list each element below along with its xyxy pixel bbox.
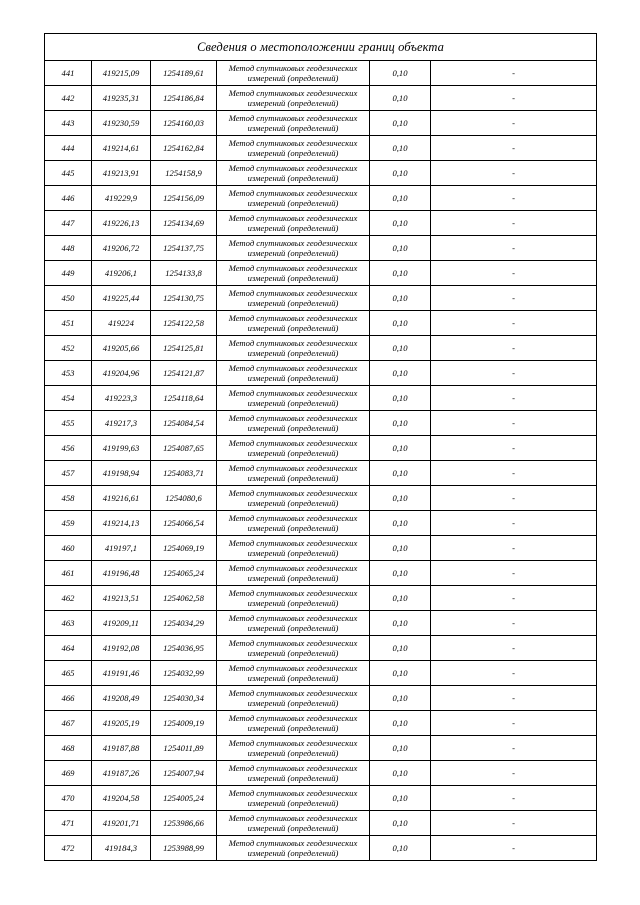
coordinate-x: 419209,11 <box>92 611 151 636</box>
table-row <box>45 186 597 211</box>
table-row <box>45 411 597 436</box>
table-row <box>45 61 597 86</box>
table-row <box>45 236 597 261</box>
accuracy-cell: 0,10 <box>370 61 431 86</box>
point-number: 444 <box>45 136 92 161</box>
coordinate-y: 1254134,69 <box>151 211 217 236</box>
accuracy-cell: 0,10 <box>370 511 431 536</box>
table-row <box>45 86 597 111</box>
point-number: 442 <box>45 86 92 111</box>
table-row <box>45 136 597 161</box>
title-row <box>45 34 597 61</box>
coordinate-y: 1254005,24 <box>151 786 217 811</box>
method-line1: Метод спутниковых геодезических <box>228 137 358 148</box>
method-line1: Метод спутниковых геодезических <box>228 462 358 473</box>
table-row <box>45 486 597 511</box>
method-line1: Метод спутниковых геодезических <box>228 287 358 298</box>
method-line2: измерений (определений) <box>247 648 339 658</box>
method-cell <box>217 786 370 811</box>
accuracy-cell: 0,10 <box>370 286 431 311</box>
point-number: 469 <box>45 761 92 786</box>
accuracy-cell: 0,10 <box>370 786 431 811</box>
method-cell <box>217 236 370 261</box>
accuracy-cell: 0,10 <box>370 236 431 261</box>
method-line2: измерений (определений) <box>247 73 339 83</box>
method-cell <box>217 661 370 686</box>
method-cell <box>217 611 370 636</box>
table-row <box>45 636 597 661</box>
method-line1: Метод спутниковых геодезических <box>228 687 358 698</box>
table-row <box>45 661 597 686</box>
method-cell <box>217 711 370 736</box>
coordinate-x: 419191,46 <box>92 661 151 686</box>
extra-cell: - <box>431 661 597 686</box>
method-line2: измерений (определений) <box>247 298 339 308</box>
method-line1: Метод спутниковых геодезических <box>228 587 358 598</box>
method-cell <box>217 811 370 836</box>
coordinate-x: 419206,1 <box>92 261 151 286</box>
method-cell <box>217 436 370 461</box>
point-number: 451 <box>45 311 92 336</box>
extra-cell: - <box>431 361 597 386</box>
extra-cell: - <box>431 536 597 561</box>
coordinate-y: 1254009,19 <box>151 711 217 736</box>
coordinate-y: 1254133,8 <box>151 261 217 286</box>
method-cell <box>217 336 370 361</box>
table-row <box>45 386 597 411</box>
accuracy-cell: 0,10 <box>370 436 431 461</box>
accuracy-cell: 0,10 <box>370 261 431 286</box>
extra-cell: - <box>431 386 597 411</box>
extra-cell: - <box>431 586 597 611</box>
coordinate-x: 419214,13 <box>92 511 151 536</box>
method-line1: Метод спутниковых геодезических <box>228 662 358 673</box>
method-line2: измерений (определений) <box>247 698 339 708</box>
method-line2: измерений (определений) <box>247 98 339 108</box>
method-cell <box>217 561 370 586</box>
accuracy-cell: 0,10 <box>370 586 431 611</box>
accuracy-cell: 0,10 <box>370 211 431 236</box>
coordinate-y: 1254189,61 <box>151 61 217 86</box>
method-cell <box>217 136 370 161</box>
coordinate-x: 419226,13 <box>92 211 151 236</box>
method-cell <box>217 211 370 236</box>
method-cell <box>217 61 370 86</box>
coordinate-x: 419214,61 <box>92 136 151 161</box>
extra-cell: - <box>431 511 597 536</box>
point-number: 445 <box>45 161 92 186</box>
point-number: 468 <box>45 736 92 761</box>
coordinate-x: 419230,59 <box>92 111 151 136</box>
point-number: 446 <box>45 186 92 211</box>
coordinate-y: 1254084,54 <box>151 411 217 436</box>
table-row <box>45 311 597 336</box>
method-cell <box>217 161 370 186</box>
method-line2: измерений (определений) <box>247 273 339 283</box>
table-body <box>45 34 597 861</box>
coordinate-y: 1254118,64 <box>151 386 217 411</box>
table-row <box>45 811 597 836</box>
extra-cell: - <box>431 736 597 761</box>
method-cell <box>217 311 370 336</box>
accuracy-cell: 0,10 <box>370 461 431 486</box>
method-line2: измерений (определений) <box>247 848 339 858</box>
method-line1: Метод спутниковых геодезических <box>228 787 358 798</box>
method-line2: измерений (определений) <box>247 623 339 633</box>
extra-cell: - <box>431 836 597 861</box>
method-line1: Метод спутниковых геодезических <box>228 387 358 398</box>
boundary-table <box>44 33 597 861</box>
coordinate-x: 419235,31 <box>92 86 151 111</box>
extra-cell: - <box>431 161 597 186</box>
method-line1: Метод спутниковых геодезических <box>228 262 358 273</box>
method-cell <box>217 761 370 786</box>
coordinate-x: 419225,44 <box>92 286 151 311</box>
coordinate-x: 419213,51 <box>92 586 151 611</box>
method-line1: Метод спутниковых геодезических <box>228 812 358 823</box>
point-number: 460 <box>45 536 92 561</box>
coordinate-x: 419199,63 <box>92 436 151 461</box>
method-line2: измерений (определений) <box>247 173 339 183</box>
coordinate-x: 419201,71 <box>92 811 151 836</box>
accuracy-cell: 0,10 <box>370 111 431 136</box>
method-line2: измерений (определений) <box>247 598 339 608</box>
coordinate-x: 419216,61 <box>92 486 151 511</box>
coordinate-y: 1254121,87 <box>151 361 217 386</box>
extra-cell: - <box>431 111 597 136</box>
point-number: 463 <box>45 611 92 636</box>
table-row <box>45 536 597 561</box>
method-line1: Метод спутниковых геодезических <box>228 487 358 498</box>
method-line2: измерений (определений) <box>247 323 339 333</box>
method-line2: измерений (определений) <box>247 423 339 433</box>
method-line2: измерений (определений) <box>247 248 339 258</box>
accuracy-cell: 0,10 <box>370 611 431 636</box>
coordinate-x: 419192,08 <box>92 636 151 661</box>
point-number: 466 <box>45 686 92 711</box>
method-line2: измерений (определений) <box>247 123 339 133</box>
point-number: 458 <box>45 486 92 511</box>
coordinate-x: 419205,19 <box>92 711 151 736</box>
method-cell <box>217 361 370 386</box>
table-row <box>45 736 597 761</box>
coordinate-y: 1254160,03 <box>151 111 217 136</box>
extra-cell: - <box>431 136 597 161</box>
extra-cell: - <box>431 436 597 461</box>
method-cell <box>217 511 370 536</box>
extra-cell: - <box>431 411 597 436</box>
coordinate-y: 1254156,09 <box>151 186 217 211</box>
method-line1: Метод спутниковых геодезических <box>228 237 358 248</box>
method-cell <box>217 486 370 511</box>
extra-cell: - <box>431 711 597 736</box>
method-line2: измерений (определений) <box>247 198 339 208</box>
extra-cell: - <box>431 261 597 286</box>
extra-cell: - <box>431 786 597 811</box>
coordinate-x: 419217,3 <box>92 411 151 436</box>
table-row <box>45 261 597 286</box>
coordinate-x: 419204,58 <box>92 786 151 811</box>
method-line2: измерений (определений) <box>247 523 339 533</box>
method-line2: измерений (определений) <box>247 723 339 733</box>
table-row <box>45 436 597 461</box>
accuracy-cell: 0,10 <box>370 686 431 711</box>
method-line2: измерений (определений) <box>247 823 339 833</box>
method-line1: Метод спутниковых геодезических <box>228 762 358 773</box>
accuracy-cell: 0,10 <box>370 361 431 386</box>
coordinate-x: 419208,49 <box>92 686 151 711</box>
coordinate-x: 419204,96 <box>92 361 151 386</box>
accuracy-cell: 0,10 <box>370 136 431 161</box>
coordinate-y: 1254069,19 <box>151 536 217 561</box>
coordinate-y: 1254186,84 <box>151 86 217 111</box>
method-line1: Метод спутниковых геодезических <box>228 537 358 548</box>
method-line1: Метод спутниковых геодезических <box>228 837 358 848</box>
method-line1: Метод спутниковых геодезических <box>228 612 358 623</box>
accuracy-cell: 0,10 <box>370 811 431 836</box>
extra-cell: - <box>431 86 597 111</box>
accuracy-cell: 0,10 <box>370 761 431 786</box>
extra-cell: - <box>431 236 597 261</box>
coordinate-y: 1254030,34 <box>151 686 217 711</box>
extra-cell: - <box>431 811 597 836</box>
method-line1: Метод спутниковых геодезических <box>228 87 358 98</box>
coordinate-y: 1254130,75 <box>151 286 217 311</box>
method-line1: Метод спутниковых геодезических <box>228 312 358 323</box>
extra-cell: - <box>431 211 597 236</box>
method-line1: Метод спутниковых геодезических <box>228 187 358 198</box>
coordinate-y: 1254158,9 <box>151 161 217 186</box>
accuracy-cell: 0,10 <box>370 336 431 361</box>
extra-cell: - <box>431 286 597 311</box>
method-line2: измерений (определений) <box>247 548 339 558</box>
accuracy-cell: 0,10 <box>370 561 431 586</box>
extra-cell: - <box>431 686 597 711</box>
method-cell <box>217 461 370 486</box>
point-number: 449 <box>45 261 92 286</box>
extra-cell: - <box>431 186 597 211</box>
coordinate-y: 1254162,84 <box>151 136 217 161</box>
coordinate-y: 1254080,6 <box>151 486 217 511</box>
extra-cell: - <box>431 336 597 361</box>
method-line2: измерений (определений) <box>247 673 339 683</box>
accuracy-cell: 0,10 <box>370 161 431 186</box>
method-line2: измерений (определений) <box>247 798 339 808</box>
method-cell <box>217 636 370 661</box>
extra-cell: - <box>431 761 597 786</box>
method-line1: Метод спутниковых геодезических <box>228 737 358 748</box>
table-row <box>45 361 597 386</box>
table-row <box>45 786 597 811</box>
accuracy-cell: 0,10 <box>370 86 431 111</box>
table-row <box>45 611 597 636</box>
coordinate-x: 419224 <box>92 311 151 336</box>
table-row <box>45 686 597 711</box>
method-line1: Метод спутниковых геодезических <box>228 562 358 573</box>
coordinate-y: 1254066,54 <box>151 511 217 536</box>
coordinate-x: 419206,72 <box>92 236 151 261</box>
coordinate-x: 419205,66 <box>92 336 151 361</box>
method-cell <box>217 261 370 286</box>
coordinate-y: 1253986,66 <box>151 811 217 836</box>
point-number: 453 <box>45 361 92 386</box>
coordinate-x: 419187,26 <box>92 761 151 786</box>
point-number: 447 <box>45 211 92 236</box>
table-row <box>45 111 597 136</box>
coordinate-y: 1254034,29 <box>151 611 217 636</box>
point-number: 471 <box>45 811 92 836</box>
extra-cell: - <box>431 61 597 86</box>
extra-cell: - <box>431 611 597 636</box>
method-line1: Метод спутниковых геодезических <box>228 337 358 348</box>
table-row <box>45 511 597 536</box>
accuracy-cell: 0,10 <box>370 411 431 436</box>
coordinate-y: 1254062,58 <box>151 586 217 611</box>
accuracy-cell: 0,10 <box>370 636 431 661</box>
table-row <box>45 211 597 236</box>
coordinate-y: 1254122,58 <box>151 311 217 336</box>
coordinate-x: 419197,1 <box>92 536 151 561</box>
method-line1: Метод спутниковых геодезических <box>228 512 358 523</box>
extra-cell: - <box>431 311 597 336</box>
coordinate-x: 419196,48 <box>92 561 151 586</box>
table-row <box>45 161 597 186</box>
coordinate-x: 419215,09 <box>92 61 151 86</box>
coordinate-y: 1253988,99 <box>151 836 217 861</box>
point-number: 472 <box>45 836 92 861</box>
point-number: 457 <box>45 461 92 486</box>
coordinate-y: 1254087,65 <box>151 436 217 461</box>
point-number: 470 <box>45 786 92 811</box>
point-number: 441 <box>45 61 92 86</box>
accuracy-cell: 0,10 <box>370 311 431 336</box>
method-line1: Метод спутниковых геодезических <box>228 112 358 123</box>
method-line1: Метод спутниковых геодезических <box>228 412 358 423</box>
method-line1: Метод спутниковых геодезических <box>228 637 358 648</box>
point-number: 455 <box>45 411 92 436</box>
method-line1: Метод спутниковых геодезических <box>228 212 358 223</box>
method-line1: Метод спутниковых геодезических <box>228 437 358 448</box>
method-line2: измерений (определений) <box>247 398 339 408</box>
coordinate-y: 1254011,89 <box>151 736 217 761</box>
document-sheet <box>44 33 596 861</box>
method-line2: измерений (определений) <box>247 448 339 458</box>
point-number: 452 <box>45 336 92 361</box>
point-number: 462 <box>45 586 92 611</box>
table-row <box>45 711 597 736</box>
method-line2: измерений (определений) <box>247 223 339 233</box>
accuracy-cell: 0,10 <box>370 836 431 861</box>
table-row <box>45 586 597 611</box>
method-cell <box>217 86 370 111</box>
point-number: 456 <box>45 436 92 461</box>
extra-cell: - <box>431 486 597 511</box>
method-line1: Метод спутниковых геодезических <box>228 712 358 723</box>
method-line2: измерений (определений) <box>247 748 339 758</box>
coordinate-y: 1254036,95 <box>151 636 217 661</box>
point-number: 467 <box>45 711 92 736</box>
method-line2: измерений (определений) <box>247 473 339 483</box>
accuracy-cell: 0,10 <box>370 386 431 411</box>
method-line2: измерений (определений) <box>247 498 339 508</box>
accuracy-cell: 0,10 <box>370 486 431 511</box>
method-cell <box>217 386 370 411</box>
coordinate-y: 1254083,71 <box>151 461 217 486</box>
method-line2: измерений (определений) <box>247 373 339 383</box>
method-cell <box>217 586 370 611</box>
point-number: 450 <box>45 286 92 311</box>
table-row <box>45 561 597 586</box>
method-line2: измерений (определений) <box>247 573 339 583</box>
table-row <box>45 461 597 486</box>
accuracy-cell: 0,10 <box>370 536 431 561</box>
method-cell <box>217 186 370 211</box>
extra-cell: - <box>431 561 597 586</box>
coordinate-x: 419187,88 <box>92 736 151 761</box>
method-line2: измерений (определений) <box>247 773 339 783</box>
method-cell <box>217 536 370 561</box>
method-cell <box>217 836 370 861</box>
point-number: 461 <box>45 561 92 586</box>
point-number: 448 <box>45 236 92 261</box>
table-row <box>45 761 597 786</box>
coordinate-x: 419184,3 <box>92 836 151 861</box>
method-cell <box>217 286 370 311</box>
method-cell <box>217 686 370 711</box>
point-number: 459 <box>45 511 92 536</box>
extra-cell: - <box>431 461 597 486</box>
table-row <box>45 286 597 311</box>
method-cell <box>217 111 370 136</box>
extra-cell: - <box>431 636 597 661</box>
method-cell <box>217 736 370 761</box>
coordinate-x: 419229,9 <box>92 186 151 211</box>
point-number: 454 <box>45 386 92 411</box>
coordinate-y: 1254065,24 <box>151 561 217 586</box>
accuracy-cell: 0,10 <box>370 186 431 211</box>
method-line2: измерений (определений) <box>247 348 339 358</box>
accuracy-cell: 0,10 <box>370 711 431 736</box>
coordinate-y: 1254032,99 <box>151 661 217 686</box>
accuracy-cell: 0,10 <box>370 736 431 761</box>
coordinate-y: 1254007,94 <box>151 761 217 786</box>
point-number: 464 <box>45 636 92 661</box>
method-line2: измерений (определений) <box>247 148 339 158</box>
method-line1: Метод спутниковых геодезических <box>228 362 358 373</box>
table-row <box>45 336 597 361</box>
method-cell <box>217 411 370 436</box>
point-number: 443 <box>45 111 92 136</box>
table-title: Сведения о местоположении границ объекта <box>45 34 597 61</box>
accuracy-cell: 0,10 <box>370 661 431 686</box>
coordinate-x: 419198,94 <box>92 461 151 486</box>
method-line1: Метод спутниковых геодезических <box>228 62 358 73</box>
method-line1: Метод спутниковых геодезических <box>228 162 358 173</box>
coordinate-x: 419223,3 <box>92 386 151 411</box>
coordinate-x: 419213,91 <box>92 161 151 186</box>
table-row <box>45 836 597 861</box>
coordinate-y: 1254137,75 <box>151 236 217 261</box>
point-number: 465 <box>45 661 92 686</box>
coordinate-y: 1254125,81 <box>151 336 217 361</box>
